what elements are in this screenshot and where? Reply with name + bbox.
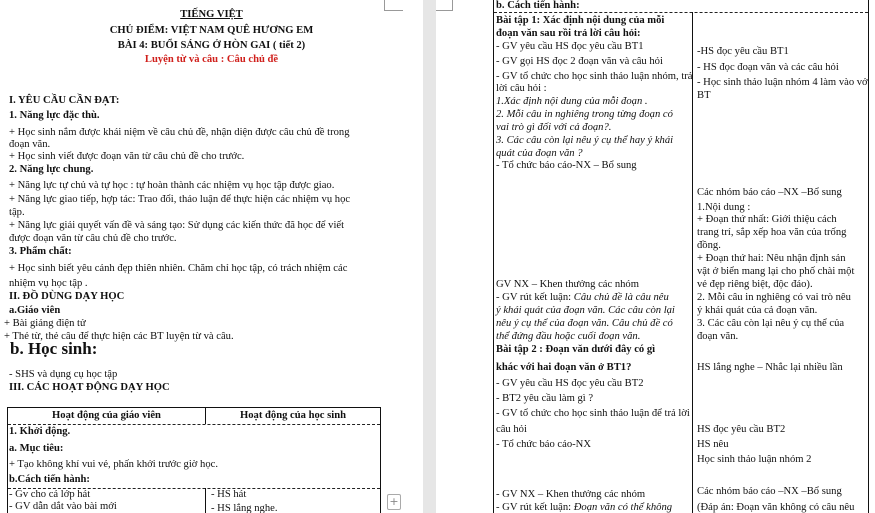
subject-title: TIẾNG VIỆT	[180, 9, 243, 20]
table-header-teacher: Hoạt động của giáo viên	[52, 410, 161, 421]
student-heading: b. Học sinh:	[10, 339, 98, 358]
column-divider	[692, 12, 693, 513]
teacher-conclusion	[496, 502, 672, 513]
subsection-heading: 1. Năng lực đặc thù.	[9, 110, 100, 121]
question: quát của đoạn văn ?	[496, 148, 583, 159]
conclusion-text: thể đứng đầu hoặc cuối đoạn văn.	[496, 331, 641, 342]
section-3-heading: III. CÁC HOẠT ĐỘNG DẠY HỌC	[9, 382, 170, 393]
goal-heading: a. Mục tiêu:	[9, 443, 64, 454]
teacher-step: - GV gọi HS đọc 2 đoạn văn và câu hỏi	[496, 56, 663, 67]
student-step: BT	[697, 90, 711, 101]
student-answer: (Đáp án: Đoạn văn không có câu nêu	[697, 502, 855, 513]
teacher-step: - BT2 yêu cầu làm gì ?	[496, 393, 594, 404]
conclusion-text: nêu ý cụ thể của đoạn văn. Câu chủ đề có	[496, 318, 673, 329]
activities-table-continued	[493, 0, 869, 513]
document-page-left	[0, 0, 423, 513]
student-report: Các nhóm báo cáo –NX –Bổ sung	[697, 486, 842, 497]
teacher-step: - GV tổ chức cho học sinh thảo luận để trả lời	[496, 408, 690, 419]
lesson-title: BÀI 4: BUỔI SÁNG Ở HÒN GAI ( tiết 2)	[117, 40, 306, 51]
table-header-student: Hoạt động của học sinh	[240, 410, 346, 421]
body-text: đoạn văn.	[9, 139, 51, 150]
page-corner-mark	[436, 0, 453, 11]
question: 3. Các câu còn lại nêu ý cụ thể hay ý khái	[496, 135, 674, 146]
student-report: 1.Nội dung :	[697, 202, 751, 213]
warmup-heading: 1. Khởi động.	[9, 426, 71, 437]
teacher-step: - GV yêu cầu HS đọc yêu cầu BT2	[496, 378, 644, 389]
body-text: + Học sinh nắm được khái niệm về câu chủ đề, nhận diện được câu chủ đề trong	[9, 127, 350, 138]
body-text: + Bài giảng điện tử	[4, 318, 86, 329]
student-report: 3. Các câu còn lại nêu ý cụ thể của	[697, 318, 845, 329]
body-text: + Năng lực giải quyết vấn đề và sáng tạo: Sử dụng các kiến thức đã học để viết	[9, 220, 345, 231]
teacher-step: - Tổ chức báo cáo-NX – Bổ sung	[496, 160, 637, 171]
body-text: + Năng lực tự chủ và tự học : tự hoàn thành các nhiệm vụ học tập được giao.	[9, 180, 335, 191]
teacher-feedback: GV NX – Khen thưởng các nhóm	[496, 279, 639, 290]
subsection-heading: a.Giáo viên	[9, 305, 61, 316]
student-report: đoạn văn.	[697, 331, 739, 342]
body-text: + Học sinh viết được đoạn văn từ câu chủ đề cho trước.	[9, 151, 245, 162]
topic-title: Luyện từ và câu : Câu chủ đề	[144, 54, 279, 65]
section-1-heading: I. YÊU CẦU CẦN ĐẠT:	[9, 95, 120, 106]
subsection-heading: 2. Năng lực chung.	[9, 164, 94, 175]
add-row-button[interactable]: +	[387, 494, 401, 510]
exercise-2-title: Bài tập 2 : Đoạn văn dưới đây có gì	[496, 344, 656, 355]
column-divider	[205, 488, 206, 513]
student-step: HS đọc yêu cầu BT2	[697, 424, 786, 435]
student-report: trang trí, sắp xếp hoa văn của trống	[697, 227, 847, 238]
student-report: vật ở biển mang lại cho phố chài một	[697, 266, 855, 277]
teacher-conclusion	[496, 292, 669, 304]
teacher-step: - GV tổ chức cho học sinh thảo luận nhóm, trả	[496, 71, 693, 82]
table-cell-teacher: - GV dẫn dắt vào bài mới	[9, 501, 117, 512]
conclusion-text: Câu chủ đề là câu nêu	[573, 292, 669, 303]
body-text: được đoạn văn từ câu chủ đề cho trước.	[9, 233, 177, 244]
student-step: HS lắng nghe – Nhắc lại nhiều lần	[697, 362, 843, 373]
student-step: Học sinh thảo luận nhóm 2	[697, 454, 812, 465]
body-text: + Năng lực giao tiếp, hợp tác: Trao đổi, thảo luận để thực hiện các nhiệm vụ học	[9, 194, 351, 205]
question: vai trò gì đối với cả đoạn?.	[496, 122, 612, 133]
exercise-2-title: khác với hai đoạn văn ở BT1?	[496, 362, 632, 373]
goal-text: + Tạo không khí vui vẻ, phấn khởi trước giờ học.	[9, 459, 218, 470]
conclusion-label: - GV rút kết luận:	[496, 502, 574, 513]
table-cell-teacher: - Gv cho cả lớp hát	[9, 489, 91, 500]
table-cell-student: - HS hát	[211, 489, 247, 500]
table-cell-student: - HS lắng nghe.	[211, 503, 278, 513]
conclusion-text: Đoạn văn có thể không	[573, 502, 673, 513]
teacher-step: - Tổ chức báo cáo-NX	[496, 439, 591, 450]
body-text: - SHS và dụng cụ học tập	[9, 369, 118, 380]
method-heading: b.Cách tiến hành:	[9, 474, 90, 485]
question: 2. Mỗi câu in nghiêng trong từng đoạn có	[496, 109, 673, 120]
activities-table	[7, 407, 381, 513]
question: 1.Xác định nội dung của mỗi đoạn .	[496, 96, 648, 107]
student-report: + Đoạn thứ hai: Nêu nhận định sản	[697, 253, 846, 264]
teacher-feedback: - GV NX – Khen thưởng các nhóm	[496, 489, 646, 500]
body-text: tập.	[9, 207, 25, 218]
student-report: vẻ đẹp riêng biệt, độc đáo).	[697, 279, 813, 290]
row-divider	[494, 12, 868, 13]
student-step: - Học sinh thảo luận nhóm 4 làm vào vở	[697, 77, 868, 88]
teacher-step: lời câu hỏi :	[496, 83, 547, 94]
body-text: + Học sinh biết yêu cảnh đẹp thiên nhiên. Chăm chỉ học tập, có trách nhiệm các	[9, 263, 348, 274]
student-step: -HS đọc yêu cầu BT1	[697, 46, 789, 57]
subsection-heading: 3. Phẩm chất:	[9, 246, 72, 257]
method-heading: b. Cách tiến hành:	[496, 0, 580, 11]
conclusion-text: ý khái quát của đoạn văn. Các câu còn lại	[496, 305, 675, 316]
student-step: HS nêu	[697, 439, 729, 450]
student-step: - HS đọc đoạn văn và các câu hỏi	[697, 62, 839, 73]
exercise-1-title: Bài tập 1: Xác định nội dung của mỗi	[496, 15, 665, 26]
student-report: ý khái quát của cả đoạn văn.	[697, 305, 818, 316]
theme-title: CHỦ ĐIỂM: VIỆT NAM QUÊ HƯƠNG EM	[109, 25, 314, 36]
student-report: đồng.	[697, 240, 721, 251]
student-report: Các nhóm báo cáo –NX –Bổ sung	[697, 187, 842, 198]
student-report: 2. Mỗi câu in nghiêng có vai trò nêu	[697, 292, 851, 303]
exercise-1-title: đoạn văn sau rồi trả lời câu hỏi:	[496, 28, 641, 39]
body-text: + Thẻ từ, thẻ câu để thực hiện các BT luyện từ và câu.	[4, 331, 234, 342]
row-divider	[8, 424, 380, 425]
document-page-right	[436, 0, 875, 513]
section-2-heading: II. ĐỒ DÙNG DẠY HỌC	[9, 291, 125, 302]
conclusion-label: - GV rút kết luận:	[496, 292, 574, 303]
teacher-step: - GV yêu cầu HS đọc yêu cầu BT1	[496, 41, 644, 52]
body-text: nhiệm vụ học tập .	[9, 278, 88, 289]
teacher-step: câu hỏi	[496, 424, 527, 435]
student-report: + Đoạn thứ nhất: Giới thiệu cách	[697, 214, 837, 225]
